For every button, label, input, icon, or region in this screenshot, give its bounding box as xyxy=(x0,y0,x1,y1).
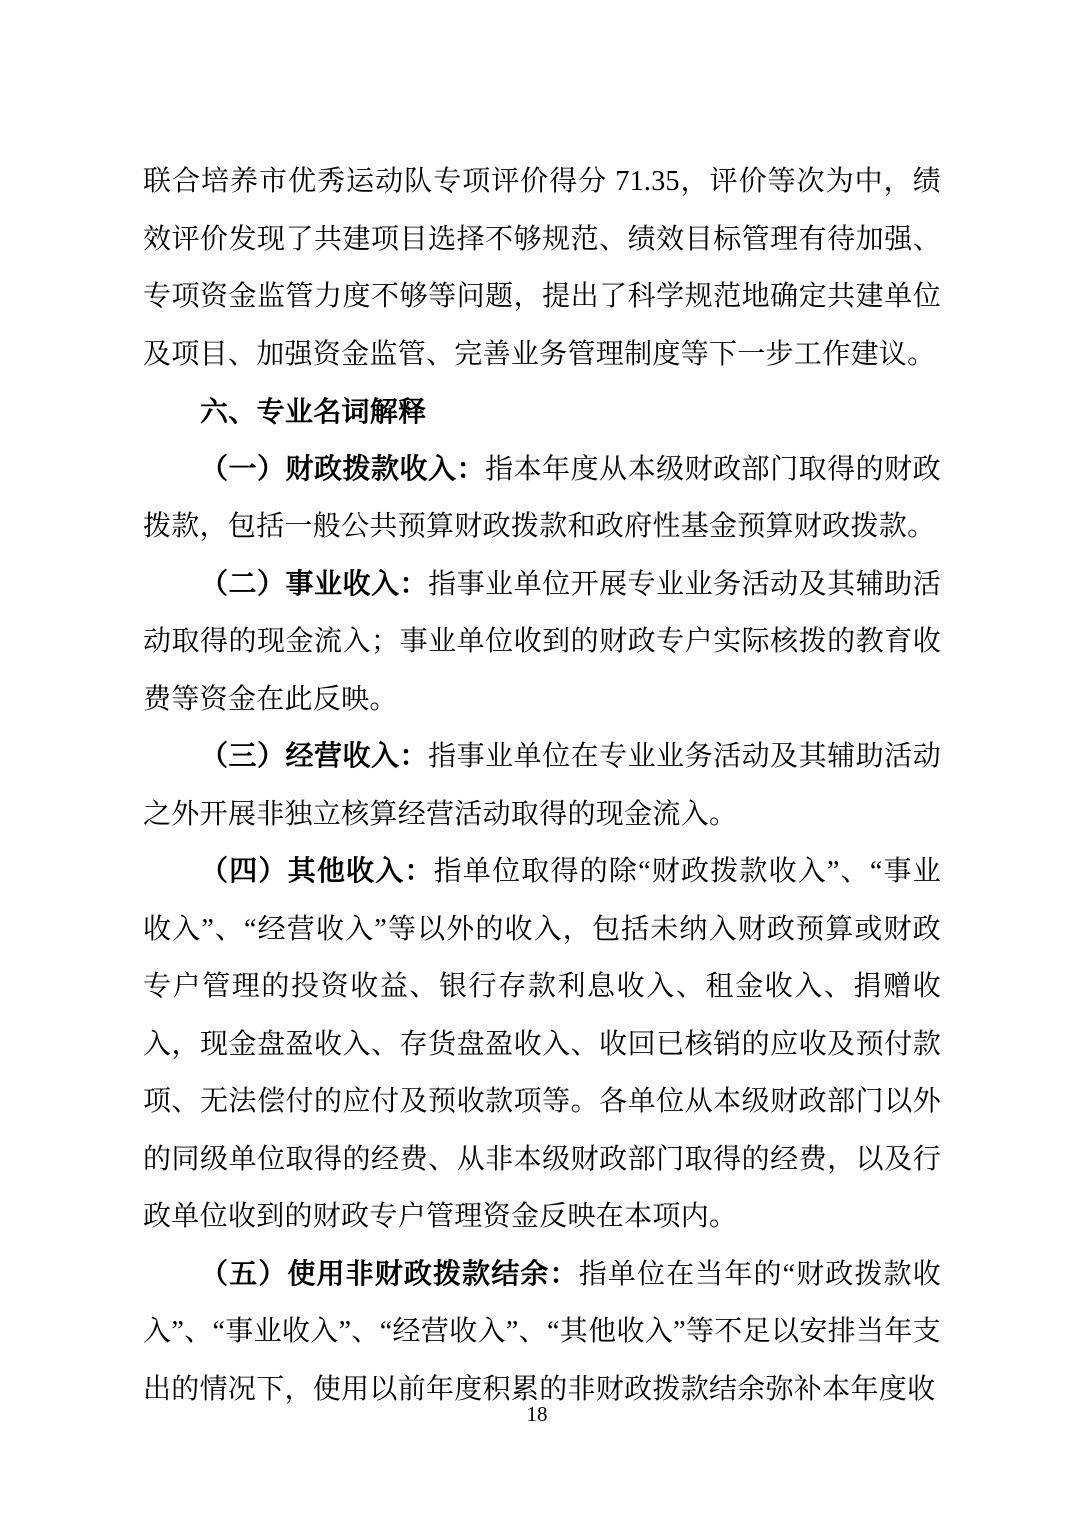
definition-paragraph-5 xyxy=(143,1246,941,1419)
definition-term-5: （五）使用非财政拨款结余： xyxy=(200,1258,579,1290)
definition-term-4: （四）其他收入： xyxy=(200,856,434,887)
definition-body-3: 指事业单位在专业业务活动及其辅助活动之外开展非独立核算经营活动取得的现金流入。 xyxy=(143,741,941,830)
definition-paragraph-2 xyxy=(143,556,941,729)
document-body xyxy=(143,153,941,1418)
definition-body-1: 指本年度从本级财政部门取得的财政拨款，包括一般公共预算财政拨款和政府性基金预算财政拨款。 xyxy=(143,453,941,542)
definition-paragraph-1 xyxy=(143,441,941,556)
definition-term-1: （一）财政拨款收入： xyxy=(200,453,486,485)
definition-body-4: 指单位取得的除“财政拨款收入”、“事业收入”、“经营收入”等以外的收入，包括未纳入财政预算或财政专户管理的投资收益、银行存款利息收入、租金收入、捐赠收入，现金盘盈收入、存货盘盈收入、收回已核销的应收及预付款项、无法偿付的应付及预收款项等。各单位从本级财政部门以外的同级单位取得的经费、从非本级财政部门取得的经费，以及行政单位收到的财政专户管理资金反映在本项内。 xyxy=(143,856,941,1232)
definition-term-2: （二）事业收入： xyxy=(200,568,429,600)
definition-paragraph-4 xyxy=(143,843,941,1246)
definition-body-2: 指事业单位开展专业业务活动及其辅助活动取得的现金流入；事业单位收到的财政专户实际核拨的教育收费等资金在此反映。 xyxy=(143,568,941,715)
intro-paragraph: 联合培养市优秀运动队专项评价得分 71.35，评价等次为中，绩效评价发现了共建项目选择不够规范、绩效目标管理有待加强、专项资金监管力度不够等问题，提出了科学规范地确定共建单位及项目、加强资金监管、完善业务管理制度等下一步工作建议。 xyxy=(143,166,941,370)
definition-body-5: 指单位在当年的“财政拨款收入”、“事业收入”、“经营收入”、“其他收入”等不足以安排当年支出的情况下，使用以前年度积累的非财政拨款结余弥补本年度收 xyxy=(143,1258,941,1405)
definition-paragraph-3 xyxy=(143,728,941,843)
page-number: 18 xyxy=(526,1402,548,1426)
section-heading: 六、专业名词解释 xyxy=(200,396,427,427)
definition-term-3: （三）经营收入： xyxy=(200,741,429,772)
